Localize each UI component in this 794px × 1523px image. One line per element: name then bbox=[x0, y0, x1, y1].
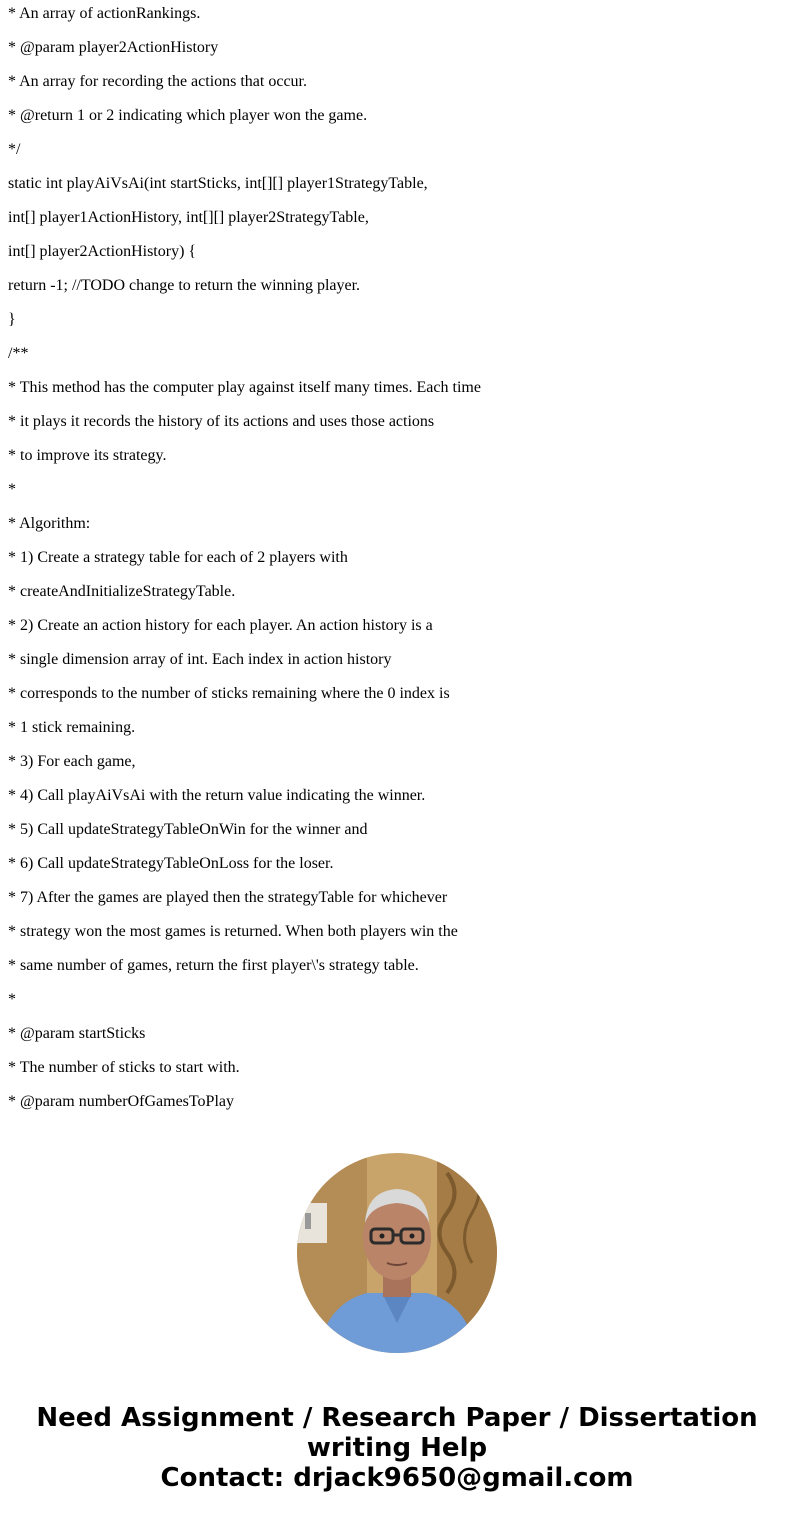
code-line: * same number of games, return the first player\'s strategy table. bbox=[8, 957, 419, 974]
code-line: int[] player1ActionHistory, int[][] player2StrategyTable, bbox=[8, 209, 369, 226]
code-line: return -1; //TODO change to return the winning player. bbox=[8, 277, 361, 294]
code-line: * 5) Call updateStrategyTableOnWin for the winner and bbox=[8, 821, 368, 838]
code-line: * Algorithm: bbox=[8, 515, 91, 532]
code-line: * @param startSticks bbox=[8, 1025, 146, 1042]
cta-headline: Need Assignment / Research Paper / Dissertation bbox=[36, 1403, 758, 1433]
code-line: * bbox=[8, 991, 16, 1008]
cta-subline: writing Help bbox=[306, 1433, 488, 1463]
code-line: * The number of sticks to start with. bbox=[8, 1059, 240, 1076]
code-line: * to improve its strategy. bbox=[8, 447, 167, 464]
code-line: * 4) Call playAiVsAi with the return value indicating the winner. bbox=[8, 787, 426, 804]
code-line: } bbox=[8, 311, 16, 328]
code-line: static int playAiVsAi(int startSticks, int[][] player1StrategyTable, bbox=[8, 175, 428, 192]
code-line: * 6) Call updateStrategyTableOnLoss for the loser. bbox=[8, 855, 334, 872]
code-line: * createAndInitializeStrategyTable. bbox=[8, 583, 236, 600]
avatar bbox=[297, 1153, 497, 1353]
code-line: /** bbox=[8, 345, 29, 362]
code-line: * 7) After the games are played then the strategyTable for whichever bbox=[8, 889, 448, 906]
code-line: * 1 stick remaining. bbox=[8, 719, 136, 736]
code-line: * strategy won the most games is returned. When both players win the bbox=[8, 923, 458, 940]
code-line: * @return 1 or 2 indicating which player won the game. bbox=[8, 107, 368, 124]
code-line: * 1) Create a strategy table for each of 2 players with bbox=[8, 549, 348, 566]
code-line: * This method has the computer play against itself many times. Each time bbox=[8, 379, 481, 396]
code-line: int[] player2ActionHistory) { bbox=[8, 243, 197, 260]
contact-banner bbox=[0, 1403, 794, 1493]
person-photo-icon bbox=[297, 1153, 497, 1353]
code-line: * corresponds to the number of sticks remaining where the 0 index is bbox=[8, 685, 450, 702]
code-line: */ bbox=[8, 141, 21, 158]
code-line: * An array for recording the actions that occur. bbox=[8, 73, 307, 90]
code-line: * @param player2ActionHistory bbox=[8, 39, 219, 56]
code-line: * 2) Create an action history for each player. An action history is a bbox=[8, 617, 433, 634]
code-line: * it plays it records the history of its actions and uses those actions bbox=[8, 413, 435, 430]
code-line: * single dimension array of int. Each index in action history bbox=[8, 651, 392, 668]
contact-email: Contact: drjack9650@gmail.com bbox=[160, 1463, 634, 1493]
code-line: * An array of actionRankings. bbox=[8, 5, 201, 22]
code-line: * @param numberOfGamesToPlay bbox=[8, 1093, 234, 1110]
code-listing bbox=[8, 0, 788, 1122]
code-line: * 3) For each game, bbox=[8, 753, 136, 770]
code-line: * bbox=[8, 481, 16, 498]
